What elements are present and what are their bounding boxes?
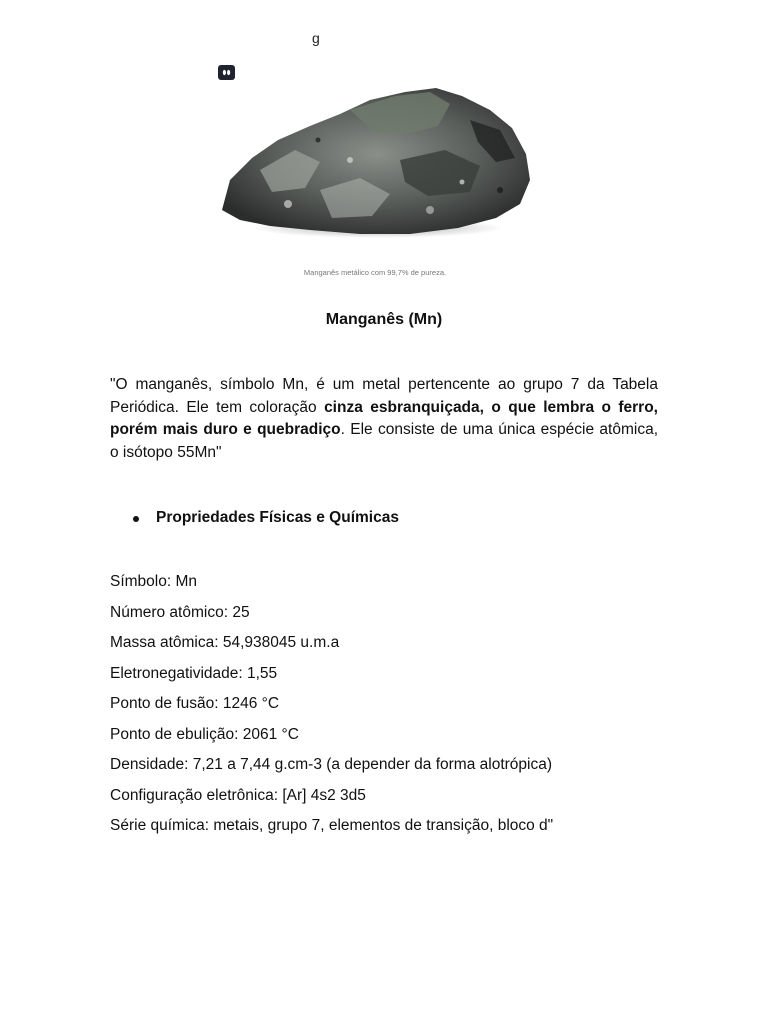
section-heading [110,507,658,529]
property-atomic-number: Número atômico: 25 [110,603,250,621]
intro-paragraph [110,374,658,464]
property-boiling-point: Ponto de ebulição: 2061 °C [110,725,299,743]
property-symbol: Símbolo: Mn [110,573,198,590]
intro-text-start: "O manganês, símbolo Mn, é um metal pertencente ao grupo 7 da Tabela Periódica. Ele tem coloração [110,376,658,416]
property-electronegativity: Eletronegatividade: 1,55 [110,664,278,682]
document-title: Manganês (Mn) [325,311,443,328]
property-atomic-mass: Massa atômica: 54,938045 u.m.a [110,634,340,651]
properties-list [110,571,670,846]
property-melting-point: Ponto de fusão: 1246 °C [110,695,280,712]
intro-bold-text: cinza esbranquiçada, o que lembra o ferro, porém mais duro e quebradiço [110,398,658,438]
property-electron-configuration: Configuração eletrônica: [Ar] 4s2 3d5 [110,786,366,804]
bullet-icon [133,516,139,522]
section-list [110,507,658,529]
figure [200,30,550,285]
manganese-rock-image [200,70,550,290]
cut-off-text: g [312,30,320,46]
image-caption: Manganês metálico com 99,7% de pureza. [303,268,447,277]
property-chemical-series: Série química: metais, grupo 7, elementos de transição, bloco d" [110,817,554,834]
intro-text-end: . Ele consiste de uma única espécie atômica, o isótopo 55Mn" [110,421,658,461]
section-heading-text: Propriedades Físicas e Químicas [156,509,399,526]
property-density: Densidade: 7,21 a 7,44 g.cm-3 (a depender da forma alotrópica) [110,756,553,773]
